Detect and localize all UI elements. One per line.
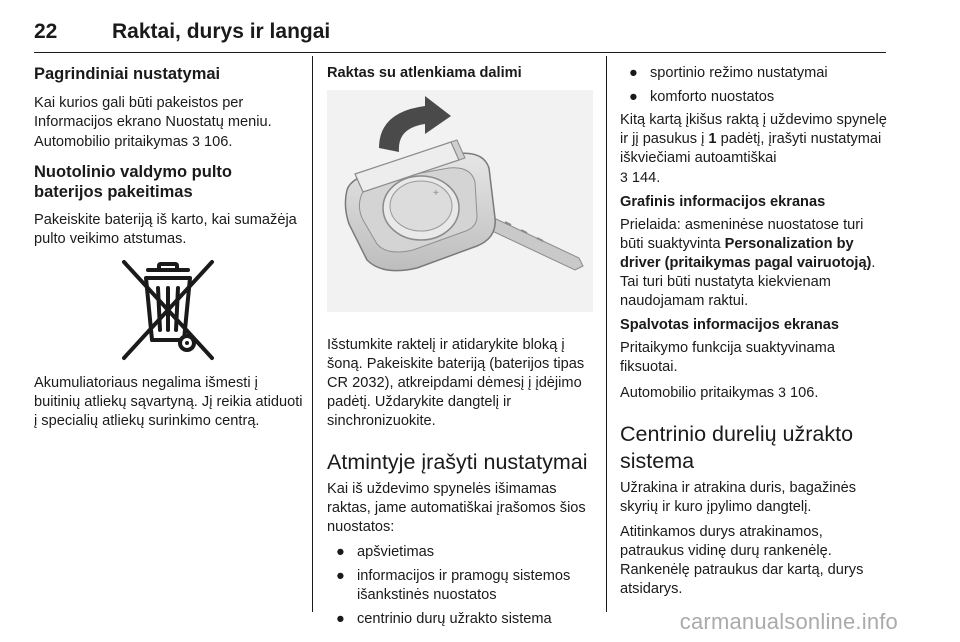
- heading-memorised-settings: Atmintyje įrašyti nustatymai: [327, 450, 588, 474]
- paragraph-main-settings: Kai kurios gali būti pakeistos per Informacijos ekrano Nuostatų meniu.: [34, 95, 272, 130]
- paragraph-battery: Pakeiskite bateriją iš karto, kai sumažėja pulto veikimo atstumas.: [34, 212, 297, 247]
- xref-arrow-icon: 3: [192, 133, 200, 149]
- paragraph-central-lock-2: Atitinkamos durys atrakinamos, patraukus vidinę durų rankenėlę. Rankenėlę patraukus dar kartą, durys atsidarys.: [620, 524, 864, 597]
- paragraph-folding-key: Išstumkite raktelį ir atidarykite bloką į šoną. Pakeiskite bateriją (baterijos tipas CR 2032), atkreipdami dėmesį į įdėjimo padėtį. Uždarykite dangtelį ir sinchronizuokite.: [327, 337, 585, 429]
- heading-folding-key: Raktas su atlenkiama dalimi: [327, 65, 522, 81]
- page-number: 22: [34, 20, 58, 43]
- bullet-icon: ●: [336, 611, 345, 627]
- xref-vehicle-personalization[interactable]: [34, 132, 304, 152]
- xref-arrow-icon: 3: [620, 169, 628, 185]
- folding-key-battery-icon: [327, 90, 593, 312]
- xref-page: 144.: [631, 170, 661, 186]
- xref-arrow-icon: 3: [778, 384, 786, 400]
- xref-text: Automobilio pritaikymas: [620, 385, 775, 401]
- memorised-list: [327, 543, 595, 629]
- page-header: [34, 18, 886, 53]
- xref-text: Automobilio pritaikymas: [34, 134, 189, 150]
- watermark: carmanualsonline.info: [679, 609, 898, 634]
- paragraph-disposal: Akumuliatoriaus negalima išmesti į buitinių atliekų sąvartyną. Jį reikia atiduoti į specialių atliekų surinkimo centrą.: [34, 375, 303, 429]
- bullet-icon: ●: [336, 544, 345, 560]
- xref-autorecall[interactable]: [620, 168, 890, 188]
- heading-main-settings: Pagrindiniai nustatymai: [34, 65, 221, 83]
- column-divider-1: [312, 56, 313, 612]
- list-item: ● centrinio durų užrakto sistema: [336, 611, 552, 627]
- list-item: ● sportinio režimo nustatymai: [629, 65, 828, 81]
- memorised-list-continued: [620, 64, 890, 107]
- xref-page: 106.: [204, 134, 233, 150]
- key-illustration: [327, 90, 593, 312]
- bullet-icon: ●: [629, 65, 638, 81]
- heading-colour-info-display: Spalvotas informacijos ekranas: [620, 317, 839, 333]
- xref-page: 106.: [790, 385, 819, 401]
- column-3: [620, 64, 890, 599]
- list-item: ● komforto nuostatos: [629, 89, 775, 105]
- column-1: [34, 64, 304, 431]
- paragraph-central-lock-1: Užrakina ir atrakina duris, bagažinės skyrių ir kuro įpylimo dangtelį.: [620, 480, 857, 515]
- disposal-symbol: [116, 256, 220, 364]
- column-divider-2: [606, 56, 607, 612]
- heading-graphic-info-display: Grafinis informacijos ekranas: [620, 194, 826, 210]
- bullet-icon: ●: [336, 568, 345, 584]
- chapter-title: Raktai, durys ir langai: [112, 20, 331, 43]
- list-item: ● informacijos ir pramogų sistemos išankstinės nuostatos: [336, 568, 571, 603]
- bullet-icon: ●: [629, 89, 638, 105]
- paragraph-next-use: Kitą kartą įkišus raktą į uždevimo spynelę ir jį pasukus į 1 padėtį, įrašyti nustatymai iškviečiami autoamtiškai: [620, 112, 887, 166]
- heading-central-locking: Centrinio durelių užrakto sistema: [620, 422, 854, 473]
- paragraph-graphic: Prielaida: asmeninėse nuostatose turi būti suaktyvinta Personalization by driver (pritaikymas pagal vairuotoją). Tai turi būti nustatyta kiekvienam naudojamam raktui.: [620, 217, 876, 309]
- list-item: ● apšvietimas: [336, 544, 435, 560]
- crossed-bin-icon: [116, 256, 220, 364]
- svg-text:+: +: [433, 188, 439, 199]
- heading-battery-replacement: Nuotolinio valdymo pulto baterijos pakeitimas: [34, 163, 232, 201]
- paragraph-colour: Pritaikymo funkcija suaktyvinama fiksuotai.: [620, 340, 835, 375]
- paragraph-memorised: Kai iš uždevimo spynelės išimamas raktas, jame automatiškai įrašomos šios nuostatos:: [327, 481, 586, 535]
- xref-vehicle-personalization-2[interactable]: [620, 383, 890, 403]
- column-2: [327, 64, 595, 629]
